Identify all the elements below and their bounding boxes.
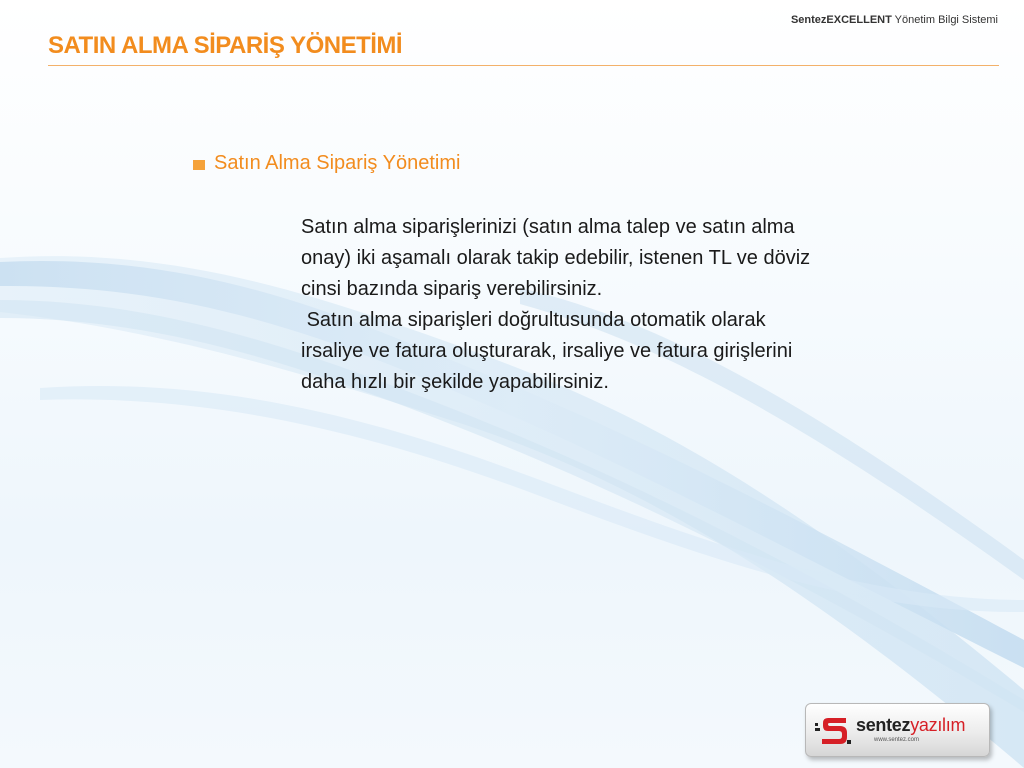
body-text xyxy=(301,212,811,398)
logo-word-sentez: sentez xyxy=(856,715,911,735)
logo-url: www.sentez.com xyxy=(874,737,920,743)
title-divider xyxy=(48,65,999,66)
brand-name: SentezEXCELLENT xyxy=(790,14,892,26)
square-bullet-icon xyxy=(193,160,205,170)
logo-wordmark xyxy=(856,715,965,736)
logo-word-yazilim: yazılım xyxy=(910,715,966,735)
slide-title: SATIN ALMA SİPARİŞ YÖNETİMİ xyxy=(48,32,403,59)
brand-tagline xyxy=(791,14,998,26)
paragraph-1: Satın alma siparişlerinizi (satın alma talep ve satın alma onay) iki aşamalı olarak takip edebilir, istenen TL ve döviz cinsi bazında sipariş verebilirsiniz. xyxy=(301,216,811,300)
bullet-heading xyxy=(193,152,460,175)
sentez-logo xyxy=(805,703,990,757)
sentez-s-logo-icon xyxy=(814,713,852,747)
brand-subtitle: Yönetim Bilgi Sistemi xyxy=(891,14,998,26)
paragraph-2: Satın alma siparişleri doğrultusunda otomatik olarak irsaliye ve fatura oluşturarak, irsaliye ve fatura girişlerini daha hızlı bir şekilde yapabilirsiniz. xyxy=(301,309,798,393)
bullet-heading-text: Satın Alma Sipariş Yönetimi xyxy=(214,152,461,174)
